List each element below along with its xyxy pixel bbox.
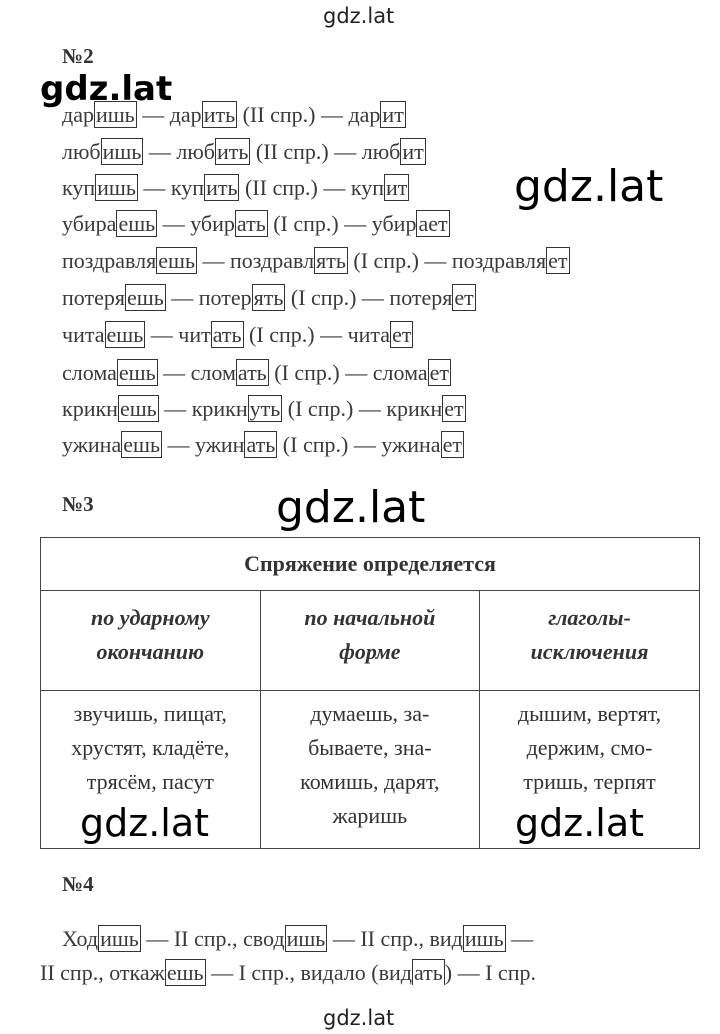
col3-title-line: исключения [530,639,649,664]
ending-box: ет [454,285,474,310]
word-part: — [143,139,177,164]
word-part: (I спр.) — [267,211,372,236]
word-part: дар [62,102,94,127]
text: Ход [62,926,99,951]
word-part: крикн [386,396,443,421]
word-part: (I спр.) — [285,285,390,310]
exercise-2-line [62,324,413,346]
word-part: крикн [191,396,248,421]
exercise-2-number: №2 [62,44,94,68]
ending-box: ит [382,102,404,127]
ending-box: ять [316,248,346,273]
exercise-4-line-1 [62,928,533,950]
ending-box: ает [418,211,448,236]
exercise-4-line-2 [40,962,536,984]
word-part: — [161,432,195,457]
col-stress-ending-title [41,591,261,691]
exercise-2-line [62,362,451,384]
word-part: (II спр.) — [239,175,351,200]
ending-box: ет [429,360,450,385]
word-part: (I спр.) — [347,248,452,273]
word-line: бываете, зна- [308,735,432,760]
ending-box: ит [385,175,408,200]
word-part: — [165,285,199,310]
text: — [505,926,534,951]
word-part: (II спр.) — [250,139,362,164]
ending-box: ит [402,139,424,164]
ending-box: ать [237,360,267,385]
word-part: (I спр.) — [243,322,348,347]
ending-box: ать [236,211,266,236]
ending-box: ешь [106,322,144,347]
word-line: хрустят, кладёте, [71,735,230,760]
ending-box: ешь [166,960,204,985]
word-part: потеря [389,285,453,310]
ending-box: ять [253,285,284,310]
ending-box: ать [212,322,242,347]
exercise-4-number: №4 [62,872,94,896]
ending-box: ешь [119,396,157,421]
word-part: ужина [381,432,441,457]
col-initial-form-words [260,691,479,849]
ending-box: ишь [95,102,135,127]
word-line: тришь, терпят [523,769,656,794]
word-part: куп [170,175,205,200]
ending-box: ить [206,175,238,200]
word-part: куп [62,175,96,200]
word-part: дар [348,102,381,127]
word-part: слома [372,360,428,385]
col1-title-line: по ударному [91,605,210,630]
ending-box: ать [246,432,276,457]
watermark-bottom: gdz.lat [323,1006,395,1030]
ending-box: ешь [118,360,156,385]
ending-box: ешь [123,432,160,457]
ending-box: ишь [100,926,139,951]
word-part: (I спр.) — [268,360,373,385]
exercise-3-number: №3 [62,492,94,516]
word-part: — [158,396,192,421]
word-line: дышим, вертят, [517,701,662,726]
ending-box: ишь [102,139,142,164]
word-part: (I спр.) — [282,396,387,421]
word-part: — [157,360,191,385]
word-part: ужина [62,432,122,457]
watermark-2: gdz.lat [514,161,664,212]
ending-box: ить [203,102,236,127]
watermark-5: gdz.lat [515,801,645,845]
suffix-mark: ать [413,960,443,985]
col3-title-line: глаголы- [548,605,631,630]
word-part: дар [169,102,202,127]
word-part: потеря [62,285,125,310]
word-part: чит [178,322,211,347]
word-line: трясём, пасут [86,769,214,794]
exercise-2-line [62,434,464,456]
ending-box: ет [442,432,462,457]
text: ) — I спр. [444,960,536,985]
col-initial-form-title [260,591,479,691]
text: — I спр., видало (вид [205,960,412,985]
exercise-2-line [62,250,570,272]
word-part: — [157,211,191,236]
exercise-2-line [62,177,409,199]
watermark-4: gdz.lat [80,801,210,845]
word-line: звучишь, пищат, [73,701,227,726]
word-part: убира [62,211,117,236]
exercise-2-line [62,213,450,235]
word-part: — [145,322,179,347]
watermark-top: gdz.lat [323,4,395,28]
word-part: поздравля [62,248,157,273]
ending-box: ет [548,248,568,273]
word-line: жаришь [332,803,408,828]
exercise-2-line [62,104,406,126]
col1-title-line: окончанию [96,639,205,664]
word-part: чита [62,322,105,347]
ending-box: ешь [126,285,164,310]
word-part: ужин [194,432,245,457]
watermark-3: gdz.lat [276,482,426,533]
col-exceptions-title [480,591,700,691]
ending-box: ишь [286,926,326,951]
text: — II спр., свод [140,926,285,951]
ending-box: ет [444,396,464,421]
exercise-2-line [62,398,466,420]
word-part: люб [176,139,215,164]
word-part: слома [62,360,117,385]
col2-title-line: форме [339,639,401,664]
table-header: Спряжение определяется [41,538,700,591]
word-line: думаешь, за- [310,701,430,726]
word-part: убир [190,211,235,236]
word-part: куп [350,175,384,200]
word-part: поздравл [229,248,315,273]
ending-box: ешь [118,211,156,236]
ending-box: ишь [97,175,136,200]
text: — II спр., вид [327,926,463,951]
word-part: — [137,175,171,200]
word-part: (II спр.) — [237,102,349,127]
ending-box: уть [249,396,281,421]
col2-title-line: по начальной [304,605,436,630]
ending-box: ишь [464,926,504,951]
text: II спр., откаж [40,960,165,985]
exercise-2-line [62,141,426,163]
word-part: люб [361,139,401,164]
ending-box: ет [392,322,412,347]
word-line: держим, смо- [526,735,653,760]
word-part: крикн [62,396,118,421]
word-part: поздравля [451,248,547,273]
word-part: убир [371,211,417,236]
word-part: (I спр.) — [277,432,382,457]
exercise-2-line [62,287,476,309]
ending-box: ешь [158,248,195,273]
word-line: комишь, дарят, [300,769,440,794]
word-part: — [136,102,170,127]
word-part: слом [190,360,236,385]
word-part: — [196,248,230,273]
watermark-1: gdz.lat [40,69,173,109]
word-part: потер [198,285,252,310]
word-part: люб [62,139,101,164]
ending-box: ить [216,139,249,164]
word-part: чита [347,322,391,347]
